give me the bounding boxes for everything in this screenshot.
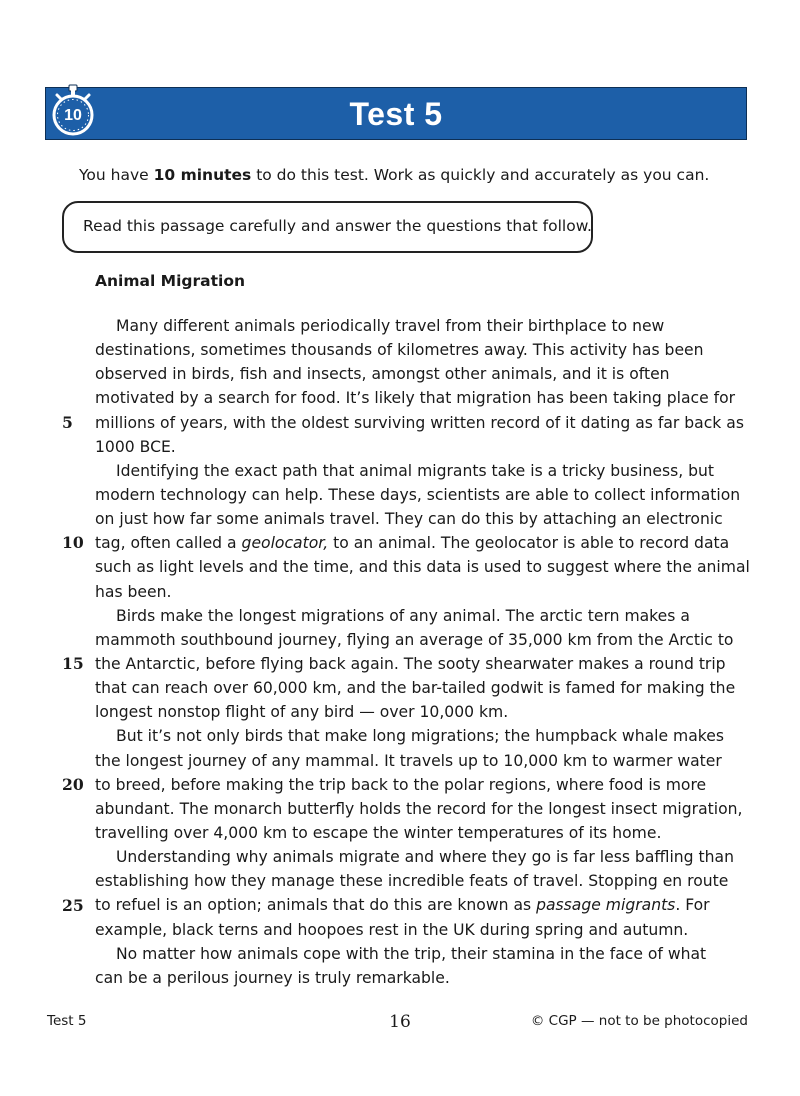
passage-line-text: observed in birds, fish and insects, amongst other animals, and it is often	[95, 365, 670, 384]
passage-line	[95, 942, 725, 966]
passage-line-text: on just how far some animals travel. They can do this by attaching an electronic	[95, 510, 723, 529]
passage-line	[95, 435, 725, 459]
passage-title: Animal Migration	[95, 272, 246, 290]
passage-line	[95, 604, 725, 628]
passage-line	[95, 483, 741, 507]
passage-line	[95, 507, 725, 531]
passage-italic-term: passage migrants	[536, 896, 676, 915]
line-number: 5	[62, 412, 73, 432]
passage-line	[95, 749, 725, 773]
passage-line	[95, 966, 725, 990]
passage-line-text: to an animal. The geolocator is able to record data	[328, 534, 730, 553]
passage-line	[95, 386, 736, 410]
passage-line-text: such as light levels and the time, and this data is used to suggest where the animal	[95, 558, 750, 577]
passage-line-text: Identifying the exact path that animal migrants take is a tricky business, but	[116, 461, 715, 480]
passage-line-text: the Antarctic, before flying back again. The sooty shearwater makes a round trip	[95, 654, 726, 673]
passage-line-text: abundant. The monarch butterfly holds the record for the longest insect migration,	[95, 799, 743, 818]
passage-line-text: the longest journey of any mammal. It travels up to 10,000 km to warmer water	[95, 751, 722, 770]
instructions-time: 10 minutes	[153, 166, 252, 184]
passage-line-text: modern technology can help. These days, scientists are able to collect information	[95, 485, 741, 504]
passage-line-text: has been.	[95, 582, 172, 601]
passage-line	[95, 797, 743, 821]
passage-line	[95, 628, 734, 652]
line-number: 10	[62, 533, 84, 553]
passage-line-text: tag, often called a	[95, 534, 242, 553]
passage-line	[95, 411, 744, 435]
passage-line-text: to refuel is an option; animals that do this are known as	[95, 896, 537, 915]
passage-line	[95, 869, 729, 893]
passage-line-text: millions of years, with the oldest surviving written record of it dating as far back as	[95, 413, 744, 432]
passage-line-text: motivated by a search for food. It’s likely that migration has been taking place for	[95, 389, 736, 408]
passage-line	[95, 821, 725, 845]
passage-body	[95, 314, 750, 990]
passage-line	[95, 652, 725, 676]
passage-line-text: But it’s not only birds that make long migrations; the humpback whale makes	[116, 727, 724, 746]
timer-minutes: 10	[64, 107, 82, 124]
passage-line	[95, 676, 736, 700]
passage-line-text: No matter how animals cope with the trip, their stamina in the face of what	[116, 944, 707, 963]
passage-line	[95, 580, 725, 604]
passage-line	[95, 338, 725, 362]
passage-line	[95, 918, 725, 942]
passage-line	[95, 362, 725, 386]
passage-line-text: example, black terns and hoopoes rest in the UK during spring and autumn.	[95, 920, 689, 939]
passage-line	[95, 893, 725, 917]
passage-line-text: Many different animals periodically travel from their birthplace to new	[116, 317, 665, 335]
test-title: Test 5	[349, 96, 443, 132]
passage-line-text: destinations, sometimes thousands of kilometres away. This activity has been	[95, 341, 704, 360]
passage-line-text: Birds make the longest migrations of any animal. The arctic tern makes a	[116, 606, 690, 625]
passage-line	[95, 555, 750, 579]
test-instructions	[79, 166, 709, 184]
passage-line-text: can be a perilous journey is truly remarkable.	[95, 968, 450, 987]
passage-line-text: that can reach over 60,000 km, and the bar-tailed godwit is famed for making the	[95, 679, 736, 698]
footer-test-label: Test 5	[47, 1013, 87, 1029]
stopwatch-icon	[50, 83, 96, 139]
passage-line-text: Understanding why animals migrate and where they go is far less baffling than	[116, 848, 734, 867]
passage-line-text: mammoth southbound journey, flying an average of 35,000 km from the Arctic to	[95, 630, 734, 649]
passage-line	[95, 700, 725, 724]
instructions-suffix: to do this test. Work as quickly and accurately as you can.	[251, 166, 710, 184]
passage-line	[95, 724, 725, 748]
passage-line	[95, 531, 730, 555]
copyright-notice: © CGP — not to be photocopied	[530, 1013, 748, 1029]
passage-line-text: 1000 BCE.	[95, 437, 176, 456]
passage-line	[95, 459, 725, 483]
instructions-prefix: You have	[79, 166, 154, 184]
passage-line-text: longest nonstop flight of any bird — over 10,000 km.	[95, 703, 509, 722]
test-header-banner	[45, 87, 747, 140]
read-passage-box	[62, 201, 593, 253]
line-number: 20	[62, 774, 84, 794]
line-number: 15	[62, 654, 84, 674]
passage-italic-term: geolocator,	[241, 534, 329, 553]
passage-line-text: establishing how they manage these incredible feats of travel. Stopping en route	[95, 872, 729, 891]
passage-line-text: to breed, before making the trip back to the polar regions, where food is more	[95, 775, 707, 794]
line-number: 25	[62, 895, 84, 915]
page-number: 16	[389, 1012, 411, 1032]
passage-line	[95, 773, 725, 797]
passage-line-text: travelling over 4,000 km to escape the winter temperatures of its home.	[95, 823, 662, 842]
passage-line	[95, 314, 725, 338]
read-passage-instruction: Read this passage carefully and answer the questions that follow.	[83, 217, 592, 235]
passage-line	[95, 845, 734, 869]
passage-line-text: . For	[675, 896, 710, 915]
